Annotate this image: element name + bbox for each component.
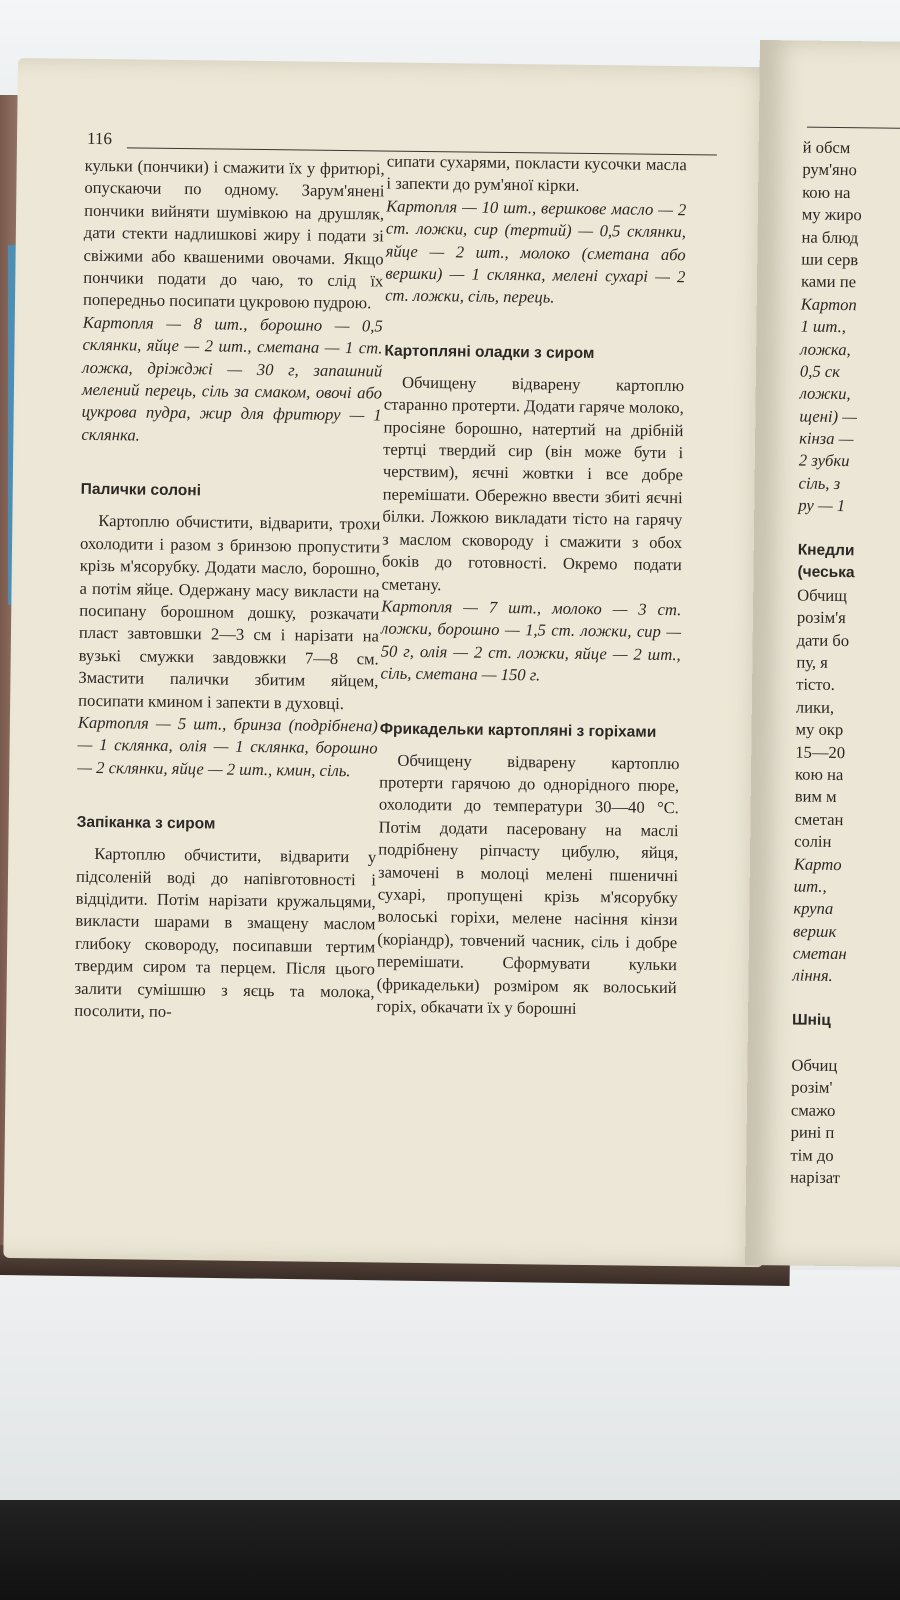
right-page-line: шт., (793, 876, 827, 896)
recipe-title-oladky: Картопляні оладки з сиром (384, 342, 595, 362)
right-page-line: кою на (794, 764, 844, 785)
continued-paragraph: сипати сухарями, покласти кусочки масла і запекти до рум'яної кірки. (386, 151, 687, 196)
book-page-right (745, 40, 900, 1267)
floor-shadow (0, 1500, 900, 1600)
right-page-line: Шніц (791, 1011, 831, 1030)
desk-background-bottom (0, 1270, 900, 1500)
right-page-line: сметан (794, 809, 844, 829)
continued-ingredients: Картопля — 10 шт., вершкове масло — 2 ст. ложки, сир (тертий) — 0,5 склянки, яйце — 2 шт., молоко (сметана або вершки) — 1 склянка, мелені сухарі — 2 ст. ложки, сіль, перець. (385, 196, 687, 308)
right-page-line: розім'я (796, 607, 846, 628)
right-page-line: 0,5 ск (799, 361, 841, 381)
right-page-line: Карто (793, 853, 842, 874)
right-page-line: Кнедли (797, 541, 855, 560)
right-page-line: солін (794, 831, 832, 852)
right-page-line: смажо (790, 1100, 836, 1120)
right-page-line: 1 шт., (800, 316, 847, 337)
right-page-line: му жиро (801, 204, 862, 225)
right-page-line: 15—20 (795, 742, 846, 762)
right-header-rule (807, 127, 900, 130)
right-page-line: тім до (790, 1145, 834, 1165)
right-page-line: ками пе (800, 271, 857, 292)
right-page-line: розім' (791, 1077, 833, 1098)
recipe-text-frykadelky: Обчищену відварену картоплю протерти гарячою до однорідного пюре, охолодити до температури 30—40 °С. Потім додати пасеровану на маслі подрібнену ріпчасту цибулю, яйця, замочені в молоці мелені пшеничні сухарі, пропущені крізь м'ясорубку волоські горіхи, мелене насіння кінзи (коріандр), товчений часник, сіль і добре перемішати. Сформувати кульки (фрикадельки) розміром як волоський горіх, обкачати їх у борошні (376, 750, 680, 1018)
right-page-line: тісто. (796, 674, 835, 695)
right-page-fragments (790, 137, 900, 1191)
recipe-text-zapikanka: Картоплю обчистити, відварити у підсоленій воді до напівготовності і відцідити. Потім нарізати кружальцями, викласти шарами в змащену маслом глибоку сковороду, посипавши тертим твердим сиром та перцем. Після цього залити сумішшю з яєць та молока, посолити, по- (74, 844, 377, 1021)
right-page-line: ложка, (800, 339, 851, 359)
intro-paragraph: кульки (пончики) і смажити їх у фритюрі, опускаючи по одному. Зарум'янені пончики вийняти шумівкою на друшляк, дати стекти надлишкові жиру і подати зі свіжими або квашеними овочами. Якщо пончики подати до чаю, то слід їх попередньо посипати цукровою пудрою. (82, 155, 385, 313)
right-page-line: вершк (793, 921, 837, 941)
right-page-line: рині п (790, 1122, 835, 1143)
page-number: 116 (86, 128, 113, 149)
recipe-text-oladky: Обчищену відварену картоплю старанно протерти. Додати гаряче молоко, просіяне борошно, натертий на дрібній тертці твердий сир (він може бути і черствим), яєчні жовтки і все добре перемішати. Обережно ввести збиті яєчні білки. Ложкою викладати тісто на гарячу з маслом сковороду і смажити з обох боків до готовності. Окремо подати сметану. (381, 372, 685, 594)
right-page-line: на блюд (801, 227, 859, 247)
text-column-left (74, 155, 385, 1026)
recipe-title-frykadelky: Фрикадельки картопляні з горіхами (379, 720, 657, 741)
right-page-line: ложки, (799, 383, 851, 404)
right-page-line: Обчищ (797, 585, 848, 605)
right-page-line: пу, я (796, 652, 828, 672)
right-page-line: нарізат (789, 1167, 841, 1188)
right-page-line: й обсм (802, 137, 851, 158)
right-page-line: дати бо (796, 630, 850, 650)
text-column-middle (376, 151, 687, 1022)
right-page-line (792, 987, 900, 1011)
right-page-line: кінза — (799, 428, 854, 449)
book-page-left (3, 58, 778, 1267)
right-page-line: вим м (794, 786, 837, 807)
right-page-line (798, 517, 900, 541)
right-page-line: рум'яно (802, 159, 858, 180)
right-page-line: ру — 1 (798, 495, 846, 516)
recipe-text-palychky: Картоплю обчистити, відварити, трохи охолодити і разом з бринзою пропустити крізь м'ясорубку. Додати масло, борошно, а потім яйце. Одержану масу викласти на посипану борошном дошку, розкачати пласт завтовшки 2—3 см і нарізати на вузькі смужки завдовжки 7—8 см. Змастити палички збитим яйцем, посипати кмином і запекти в духовці. (78, 511, 381, 713)
right-page-line: му окр (795, 719, 844, 740)
right-page-line: 2 зубки (798, 450, 850, 471)
right-page-line: щені) — (799, 406, 858, 426)
right-page-line: Обчиц (791, 1055, 838, 1076)
recipe-title-palychky: Палички солоні (80, 481, 202, 500)
recipe-ingredients-palychky: Картопля — 5 шт., бринза (подрібнена) — 1 склянка, олія — 1 склянка, борошно — 2 склянки, яйце — 2 шт., кмин, сіль. (77, 712, 378, 780)
right-page-line: кою на (802, 182, 851, 202)
right-page-line: крупа (793, 898, 834, 919)
right-page-line (792, 1032, 900, 1056)
right-page-line: сіль, з (798, 473, 841, 493)
right-page-line: лики, (795, 697, 835, 717)
right-page-line: ління. (792, 965, 833, 986)
recipe-ingredients-oladky: Картопля — 7 шт., молоко — 3 ст. ложки, борошно — 1,5 ст. ложки, сир — 50 г, олія — 2 ст. ложки, яйце — 2 шт., сіль, сметана — 150 г. (380, 596, 682, 685)
recipe-title-zapikanka: Запіканка з сиром (76, 813, 216, 833)
right-page-line: Картоп (800, 294, 857, 314)
right-page-line: сметан (792, 943, 847, 964)
right-page-line: (чеська (797, 563, 855, 582)
right-page-line: ши серв (801, 249, 859, 270)
intro-ingredients: Картопля — 8 шт., борошно — 0,5 склянки, яйце — 2 шт., сметана — 1 ст. ложка, дріжджі — 30 г, запашний мелений перець, сіль за смаком, овочі або цукрова пудра, жир для фритюру — 1 склянка. (81, 312, 383, 445)
